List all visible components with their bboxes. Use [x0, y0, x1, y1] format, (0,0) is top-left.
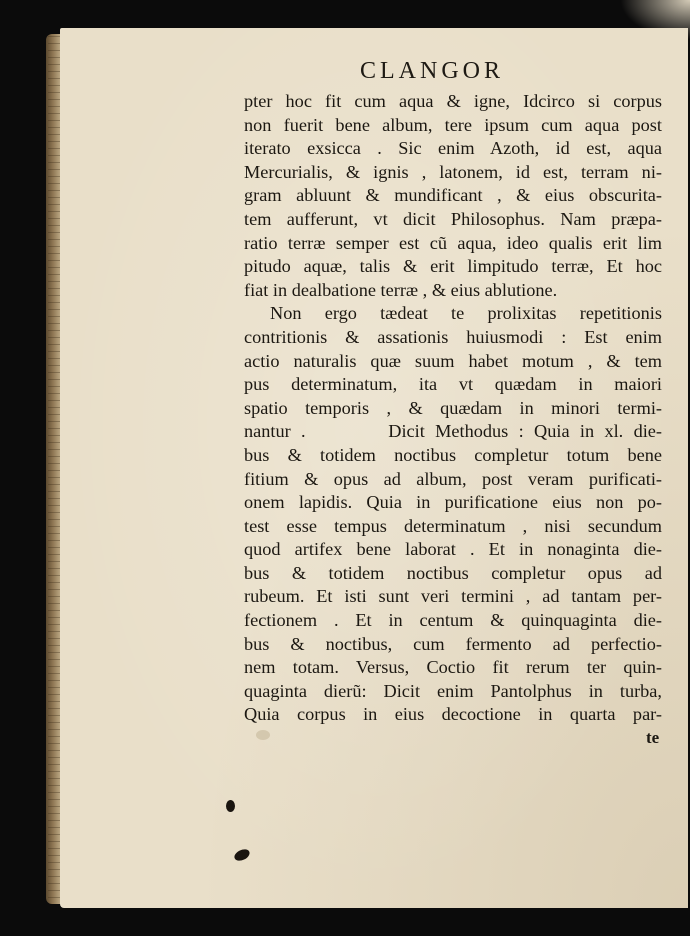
text-line: quaginta dierũ: Dicit enim Pantolphus in turba, — [244, 680, 662, 701]
text-line: onem lapidis. Quia in purificatione eius non po- — [244, 492, 662, 513]
text-line: tem aufferunt, vt dicit Philosophus. Nam præpa- — [244, 208, 662, 229]
text-line: Mercurialis, & ignis , latonem, id est, terram ni- — [244, 161, 662, 182]
text-line: nantur . Dicit Methodus : Quia in xl. die- — [244, 421, 662, 442]
text-line: rubeum. Et isti sunt veri termini , ad tantam per- — [244, 586, 662, 607]
paper-stain — [256, 730, 270, 740]
text-line: test esse tempus determinatum , nisi secundum — [244, 515, 662, 536]
text-line: spatio temporis , & quædam in minori termi- — [244, 397, 662, 418]
text-line: gram abluunt & mundificant , & eius obscurita- — [244, 185, 662, 206]
text-line: pus determinatum, ita vt quædam in maiori — [244, 374, 662, 395]
catchword: te — [646, 728, 660, 747]
text-line: fiat in dealbatione terræ , & eius ablutione. — [244, 279, 558, 300]
body-text — [244, 90, 662, 727]
text-line: iterato exsicca . Sic enim Azoth, id est, aqua — [244, 138, 662, 159]
text-line: quod artifex bene laborat . Et in nonaginta die- — [244, 539, 662, 560]
text-line: pter hoc fit cum aqua & igne, Idcirco si corpus — [244, 91, 662, 111]
page-edge-texture — [48, 36, 60, 902]
text-line: actio naturalis quæ suum habet motum , & tem — [244, 350, 662, 371]
text-line: bus & totidem noctibus completur opus ad — [244, 562, 662, 583]
text-line: fitium & opus ad album, post veram purificati- — [244, 468, 662, 489]
text-line: non fuerit bene album, tere ipsum cum aqua post — [244, 114, 662, 135]
text-line: nem totam. Versus, Coctio fit rerum ter quin- — [244, 657, 662, 678]
text-line: Quia corpus in eius decoctione in quarta par- — [244, 704, 662, 725]
text-line: fectionem . Et in centum & quinquaginta die- — [244, 610, 662, 631]
running-head: CLANGOR — [360, 58, 505, 84]
text-line: contritionis & assationis huiusmodi : Est enim — [244, 326, 662, 347]
text-line: bus & noctibus, cum fermento ad perfectio- — [244, 633, 662, 654]
text-line: Non ergo tædeat te prolixitas repetitionis — [270, 303, 662, 324]
paper-corner-wear — [620, 0, 690, 40]
text-line: ratio terræ semper est cũ aqua, ideo qualis erit lim — [244, 232, 662, 253]
text-line: bus & totidem noctibus completur totum bene — [244, 444, 662, 465]
text-line: pitudo aquæ, talis & erit limpitudo terræ, Et hoc — [244, 256, 662, 277]
ink-spot — [226, 800, 235, 812]
